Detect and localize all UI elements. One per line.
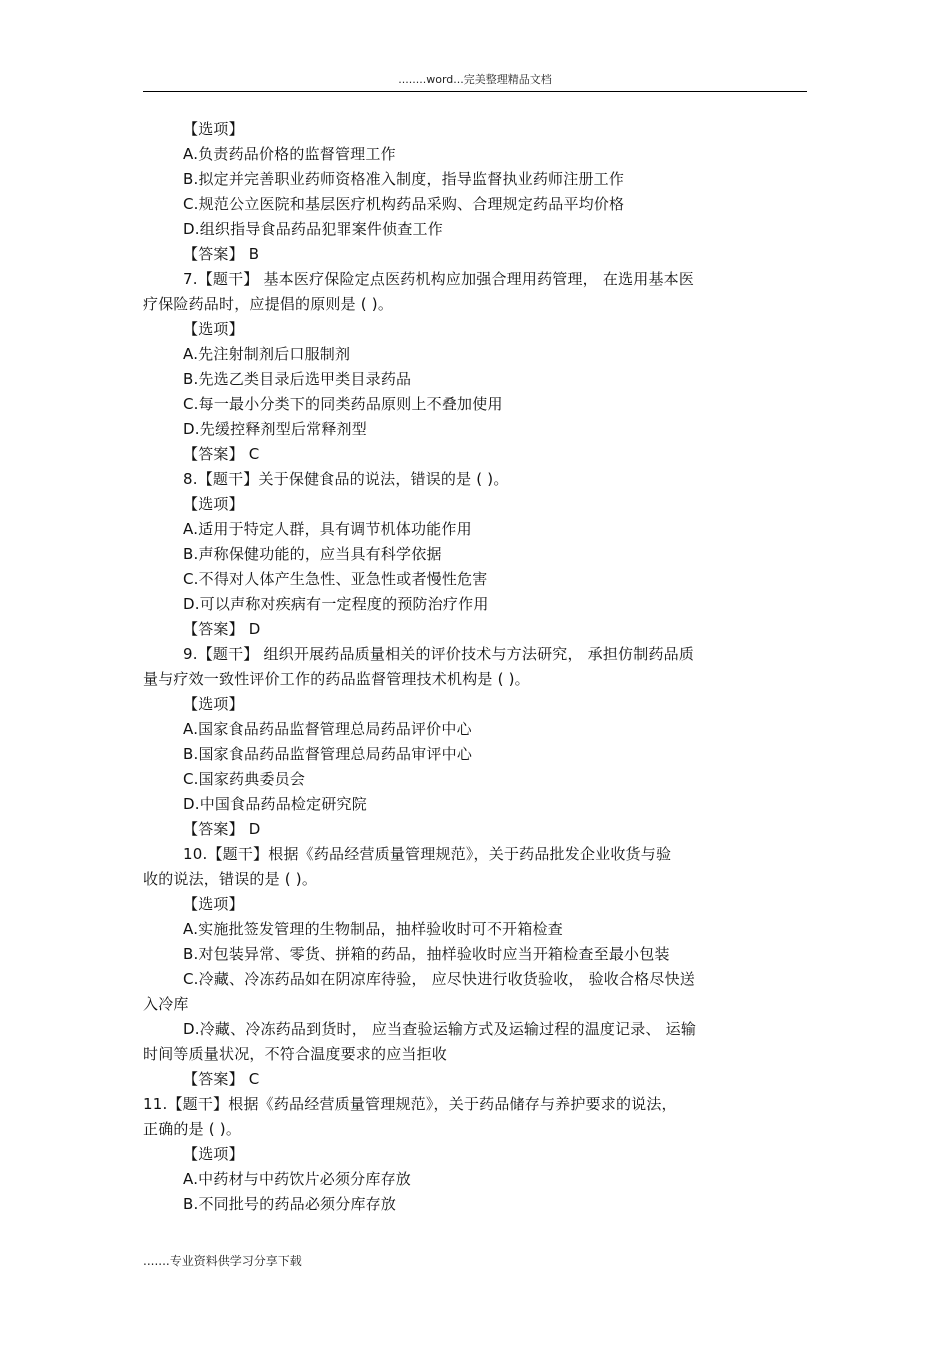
text-line: C.冷藏、冷冻药品如在阴凉库待验， 应尽快进行收货验收， 验收合格尽快送 [183,970,695,988]
text-line: B.拟定并完善职业药师资格准入制度，指导监督执业药师注册工作 [183,170,625,188]
text-line: 9.【题干】 组织开展药品质量相关的评价技术与方法研究， 承担仿制药品质 [183,645,695,663]
text-line: 7.【题干】 基本医疗保险定点医药机构应加强合理用药管理， 在选用基本医 [183,270,695,288]
header-divider [143,91,807,92]
text-line: D.冷藏、冷冻药品到货时， 应当查验运输方式及运输过程的温度记录、 运输 [183,1020,697,1038]
text-line: B.国家食品药品监督管理总局药品审评中心 [183,745,473,763]
text-line: 疗保险药品时，应提倡的原则是 ( )。 [143,295,394,313]
text-line: A.国家食品药品监督管理总局药品评价中心 [183,720,472,738]
text-line: A.先注射制剂后口服制剂 [183,345,351,363]
text-line: B.不同批号的药品必须分库存放 [183,1195,397,1213]
text-line: 【答案】 D [183,620,261,638]
text-line: 【选项】 [183,320,244,338]
text-line: C.国家药典委员会 [183,770,306,788]
text-line: 入冷库 [143,995,189,1013]
text-line: 【答案】 B [183,245,260,263]
text-line: 【选项】 [183,120,244,138]
text-line: A.负责药品价格的监督管理工作 [183,145,396,163]
page-footer: .......专业资料供学习分享下载 [143,1254,302,1268]
text-line: B.对包装异常、零货、拼箱的药品，抽样验收时应当开箱检查至最小包装 [183,945,670,963]
text-line: 收的说法，错误的是 ( )。 [143,870,318,888]
text-line: D.先缓控释剂型后常释剂型 [183,420,367,438]
text-line: A.适用于特定人群，具有调节机体功能作用 [183,520,472,538]
text-line: 【选项】 [183,495,244,513]
text-line: 量与疗效一致性评价工作的药品监督管理技术机构是 ( )。 [143,670,530,688]
text-line: 【选项】 [183,695,244,713]
text-line: A.实施批签发管理的生物制品，抽样验收时可不开箱检查 [183,920,563,938]
text-line: D.中国食品药品检定研究院 [183,795,367,813]
text-line: C.规范公立医院和基层医疗机构药品采购、合理规定药品平均价格 [183,195,625,213]
text-line: 【答案】 D [183,820,261,838]
text-line: 正确的是 ( )。 [143,1120,242,1138]
text-line: C.每一最小分类下的同类药品原则上不叠加使用 [183,395,503,413]
text-line: B.先选乙类目录后选甲类目录药品 [183,370,412,388]
text-line: B.声称保健功能的，应当具有科学依据 [183,545,442,563]
text-line: 时间等质量状况，不符合温度要求的应当拒收 [143,1045,448,1063]
text-line: D.组织指导食品药品犯罪案件侦查工作 [183,220,443,238]
text-line: 8.【题干】关于保健食品的说法，错误的是 ( )。 [183,470,509,488]
document-body [143,117,807,1217]
text-line: 【选项】 [183,895,244,913]
text-line: D.可以声称对疾病有一定程度的预防治疗作用 [183,595,489,613]
text-line: C.不得对人体产生急性、亚急性或者慢性危害 [183,570,488,588]
text-line: 【答案】 C [183,1070,260,1088]
text-line: 【答案】 C [183,445,260,463]
text-line: 【选项】 [183,1145,244,1163]
text-line: 11.【题干】根据《药品经营质量管理规范》，关于药品储存与养护要求的说法， [143,1095,677,1113]
text-line: 10.【题干】根据《药品经营质量管理规范》，关于药品批发企业收货与验 [183,845,672,863]
page-header: ........word...完美整理精品文档 [398,73,552,86]
text-line: A.中药材与中药饮片必须分库存放 [183,1170,411,1188]
